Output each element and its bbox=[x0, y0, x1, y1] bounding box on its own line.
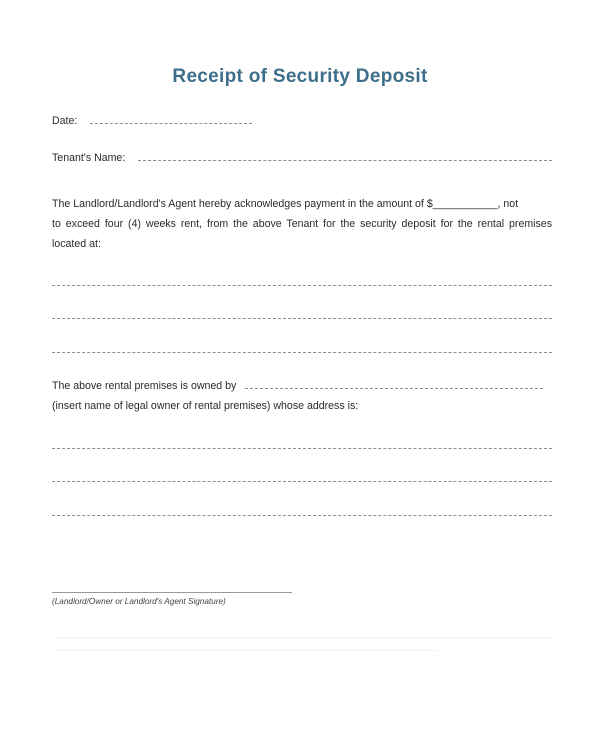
owner-label: The above rental premises is owned by bbox=[52, 380, 237, 392]
premises-address-line-1[interactable] bbox=[52, 285, 552, 286]
faint-text-line-1 bbox=[58, 637, 552, 638]
tenant-name-label: Tenant's Name: bbox=[52, 152, 126, 164]
acknowledgement-line-2: to exceed four (4) weeks rent, from the above Tenant for the security deposit for the rental premises bbox=[52, 218, 552, 230]
date-row bbox=[52, 114, 252, 127]
owner-name-field[interactable] bbox=[245, 379, 543, 389]
faint-text-line-2 bbox=[58, 650, 438, 651]
date-field[interactable] bbox=[90, 114, 252, 124]
amount-blank[interactable]: ___________ bbox=[432, 198, 498, 210]
premises-address-line-3[interactable] bbox=[52, 352, 552, 353]
owner-note: (insert name of legal owner of rental premises) whose address is: bbox=[52, 400, 359, 412]
owner-row bbox=[52, 379, 543, 392]
acknowledgement-paragraph bbox=[52, 194, 552, 254]
acknowledgement-line-1: The Landlord/Landlord's Agent hereby acknowledges payment in the amount of $___________, not bbox=[52, 198, 519, 210]
acknowledgement-line-3: located at: bbox=[52, 238, 101, 250]
owner-address-line-1[interactable] bbox=[52, 448, 552, 449]
document-title: Receipt of Security Deposit bbox=[172, 66, 428, 87]
tenant-name-field[interactable] bbox=[138, 151, 552, 161]
premises-address-line-2[interactable] bbox=[52, 318, 552, 319]
owner-address-line-2[interactable] bbox=[52, 481, 552, 482]
signature-caption: (Landlord/Owner or Landlord's Agent Signature) bbox=[52, 597, 226, 606]
tenant-row bbox=[52, 151, 552, 164]
signature-line[interactable] bbox=[52, 592, 292, 593]
owner-address-line-3[interactable] bbox=[52, 515, 552, 516]
date-label: Date: bbox=[52, 115, 78, 127]
